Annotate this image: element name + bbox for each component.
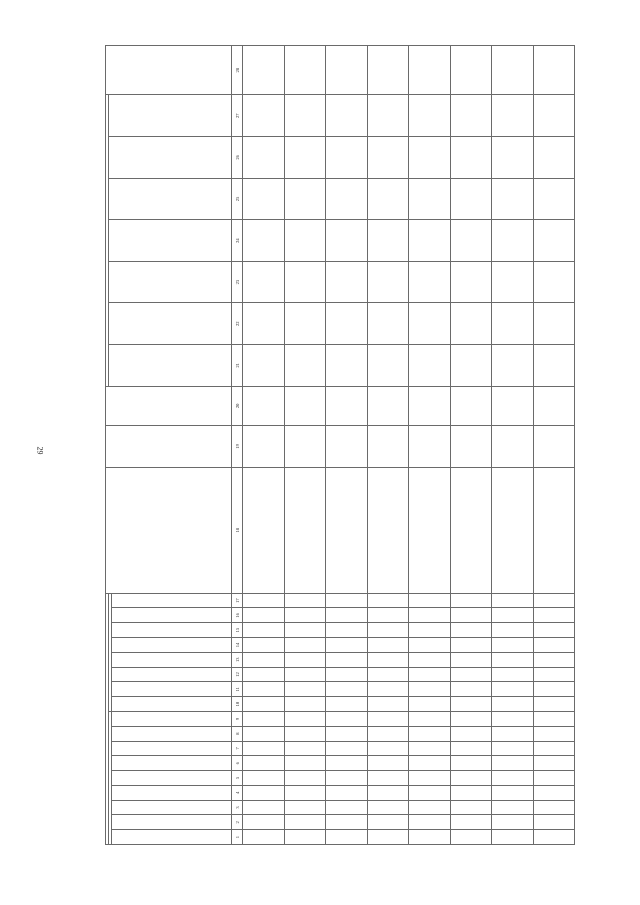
year-value-cell <box>367 303 409 345</box>
code-cell <box>533 667 575 682</box>
code-cell <box>492 711 534 726</box>
code-cell <box>243 741 285 756</box>
unit-cell <box>492 426 534 468</box>
unit-cell <box>367 426 409 468</box>
code-cell <box>450 638 492 653</box>
year-value-cell <box>450 261 492 303</box>
code-cell <box>243 785 285 800</box>
code-cell <box>409 785 451 800</box>
code-cell <box>243 623 285 638</box>
column-number: 13 <box>232 652 243 667</box>
code-cell <box>450 667 492 682</box>
column-number: 9 <box>232 711 243 726</box>
column-number: 27 <box>232 95 243 137</box>
year-value-cell <box>492 220 534 262</box>
year-value-cell <box>409 220 451 262</box>
column-number: 7 <box>232 741 243 756</box>
code-cell <box>284 830 326 845</box>
code-cell <box>492 652 534 667</box>
code-cell <box>326 830 368 845</box>
unit-cell <box>450 426 492 468</box>
table-row <box>533 46 575 845</box>
code-cell <box>367 682 409 697</box>
code-cell <box>492 667 534 682</box>
code-cell <box>409 741 451 756</box>
code-cell <box>243 726 285 741</box>
header-name <box>106 467 232 593</box>
code-cell <box>450 593 492 608</box>
column-number: 22 <box>232 303 243 345</box>
sub-header <box>112 756 232 771</box>
code-cell <box>284 608 326 623</box>
year-value-cell <box>492 178 534 220</box>
header-year <box>109 137 232 179</box>
code-cell <box>284 771 326 786</box>
year-value-cell <box>367 137 409 179</box>
column-number: 5 <box>232 771 243 786</box>
code-cell <box>367 771 409 786</box>
year-value-cell <box>284 303 326 345</box>
sub-header <box>112 830 232 845</box>
year-value-cell <box>326 178 368 220</box>
header-year <box>109 261 232 303</box>
responsible-cell <box>492 46 534 95</box>
code-cell <box>409 593 451 608</box>
code-cell <box>284 667 326 682</box>
code-cell <box>367 800 409 815</box>
code-cell <box>243 652 285 667</box>
year-value-cell <box>492 95 534 137</box>
code-cell <box>284 815 326 830</box>
code-cell <box>409 682 451 697</box>
code-cell <box>326 593 368 608</box>
code-cell <box>243 815 285 830</box>
sub-header <box>112 726 232 741</box>
base-value-cell <box>326 386 368 425</box>
base-value-cell <box>450 386 492 425</box>
column-number-row <box>232 46 243 845</box>
code-cell <box>243 830 285 845</box>
code-cell <box>326 771 368 786</box>
table-row <box>409 46 451 845</box>
code-cell <box>409 697 451 712</box>
column-number: 11 <box>232 682 243 697</box>
column-number: 12 <box>232 667 243 682</box>
code-cell <box>367 756 409 771</box>
year-value-cell <box>409 178 451 220</box>
code-cell <box>409 726 451 741</box>
code-cell <box>533 652 575 667</box>
code-cell <box>243 756 285 771</box>
column-number: 21 <box>232 345 243 387</box>
code-cell <box>326 697 368 712</box>
year-value-cell <box>450 178 492 220</box>
sub-header <box>112 741 232 756</box>
sub-header <box>112 623 232 638</box>
program-indicators-table <box>105 45 575 845</box>
responsible-cell <box>284 46 326 95</box>
code-cell <box>367 623 409 638</box>
indicator-name-cell <box>243 467 285 593</box>
code-cell <box>533 815 575 830</box>
code-cell <box>492 830 534 845</box>
year-value-cell <box>326 220 368 262</box>
year-value-cell <box>450 95 492 137</box>
column-number: 20 <box>232 386 243 425</box>
code-cell <box>533 800 575 815</box>
code-cell <box>243 608 285 623</box>
code-cell <box>326 652 368 667</box>
responsible-cell <box>326 46 368 95</box>
code-cell <box>243 800 285 815</box>
sub-header <box>112 771 232 786</box>
code-cell <box>284 682 326 697</box>
sub-header <box>112 593 232 608</box>
code-cell <box>367 697 409 712</box>
code-cell <box>243 697 285 712</box>
code-cell <box>326 711 368 726</box>
year-value-cell <box>533 303 575 345</box>
code-cell <box>450 682 492 697</box>
code-cell <box>284 726 326 741</box>
year-value-cell <box>243 178 285 220</box>
year-value-cell <box>243 303 285 345</box>
code-cell <box>284 756 326 771</box>
year-value-cell <box>450 220 492 262</box>
code-cell <box>284 741 326 756</box>
code-cell <box>533 623 575 638</box>
code-cell <box>450 623 492 638</box>
year-value-cell <box>367 345 409 387</box>
code-cell <box>367 711 409 726</box>
code-cell <box>492 756 534 771</box>
code-cell <box>243 638 285 653</box>
code-cell <box>533 593 575 608</box>
base-value-cell <box>284 386 326 425</box>
column-number: 16 <box>232 608 243 623</box>
header-year <box>109 178 232 220</box>
base-value-cell <box>533 386 575 425</box>
code-cell <box>284 785 326 800</box>
unit-cell <box>284 426 326 468</box>
code-cell <box>533 830 575 845</box>
code-cell <box>450 771 492 786</box>
table-row <box>450 46 492 845</box>
code-cell <box>409 756 451 771</box>
header-unit <box>106 426 232 468</box>
column-number: 17 <box>232 593 243 608</box>
year-value-cell <box>450 303 492 345</box>
code-cell <box>409 771 451 786</box>
code-cell <box>492 726 534 741</box>
code-cell <box>533 741 575 756</box>
code-cell <box>243 593 285 608</box>
unit-cell <box>409 426 451 468</box>
header-year <box>109 220 232 262</box>
code-cell <box>367 667 409 682</box>
indicator-name-cell <box>326 467 368 593</box>
code-cell <box>409 638 451 653</box>
code-cell <box>450 756 492 771</box>
code-cell <box>243 682 285 697</box>
code-cell <box>326 815 368 830</box>
column-number: 25 <box>232 178 243 220</box>
code-cell <box>284 623 326 638</box>
unit-cell <box>243 426 285 468</box>
code-cell <box>492 815 534 830</box>
code-cell <box>284 697 326 712</box>
column-number: 2 <box>232 815 243 830</box>
code-cell <box>450 830 492 845</box>
code-cell <box>492 741 534 756</box>
responsible-cell <box>409 46 451 95</box>
year-value-cell <box>367 220 409 262</box>
code-cell <box>409 815 451 830</box>
code-cell <box>533 756 575 771</box>
code-cell <box>533 711 575 726</box>
base-value-cell <box>367 386 409 425</box>
code-cell <box>284 638 326 653</box>
year-value-cell <box>243 261 285 303</box>
column-number: 18 <box>232 467 243 593</box>
code-cell <box>326 726 368 741</box>
code-cell <box>284 800 326 815</box>
base-value-cell <box>243 386 285 425</box>
code-cell <box>533 638 575 653</box>
code-cell <box>326 756 368 771</box>
code-cell <box>409 667 451 682</box>
code-cell <box>450 652 492 667</box>
year-value-cell <box>326 303 368 345</box>
code-cell <box>533 785 575 800</box>
indicator-name-cell <box>450 467 492 593</box>
year-value-cell <box>409 303 451 345</box>
code-cell <box>326 638 368 653</box>
year-value-cell <box>533 261 575 303</box>
rotated-table-container <box>105 45 575 845</box>
base-value-cell <box>492 386 534 425</box>
unit-cell <box>326 426 368 468</box>
code-cell <box>450 800 492 815</box>
sub-header <box>112 608 232 623</box>
code-cell <box>326 785 368 800</box>
column-number: 1 <box>232 830 243 845</box>
indicator-name-cell <box>284 467 326 593</box>
code-cell <box>533 608 575 623</box>
year-value-cell <box>284 261 326 303</box>
table-row <box>367 46 409 845</box>
code-cell <box>284 593 326 608</box>
header-base <box>106 386 232 425</box>
year-value-cell <box>284 220 326 262</box>
column-number: 26 <box>232 137 243 179</box>
code-cell <box>326 800 368 815</box>
sub-header <box>112 800 232 815</box>
code-cell <box>409 623 451 638</box>
year-value-cell <box>367 178 409 220</box>
code-cell <box>326 741 368 756</box>
code-cell <box>450 726 492 741</box>
indicator-name-cell <box>492 467 534 593</box>
code-cell <box>367 830 409 845</box>
year-value-cell <box>284 95 326 137</box>
code-cell <box>409 830 451 845</box>
year-value-cell <box>492 303 534 345</box>
responsible-cell <box>450 46 492 95</box>
code-cell <box>409 608 451 623</box>
year-value-cell <box>533 220 575 262</box>
header-year <box>109 303 232 345</box>
header-responsible <box>106 46 232 95</box>
code-cell <box>533 682 575 697</box>
code-cell <box>450 697 492 712</box>
code-cell <box>492 682 534 697</box>
code-cell <box>492 800 534 815</box>
year-value-cell <box>326 345 368 387</box>
code-cell <box>492 785 534 800</box>
table-row <box>284 46 326 845</box>
code-cell <box>367 785 409 800</box>
code-cell <box>367 815 409 830</box>
year-value-cell <box>450 137 492 179</box>
sub-header <box>112 682 232 697</box>
indicator-name-cell <box>409 467 451 593</box>
sub-header <box>112 697 232 712</box>
year-value-cell <box>492 261 534 303</box>
year-value-cell <box>409 95 451 137</box>
code-cell <box>409 652 451 667</box>
code-cell <box>533 697 575 712</box>
code-cell <box>284 652 326 667</box>
year-value-cell <box>367 95 409 137</box>
indicator-name-cell <box>533 467 575 593</box>
sub-header <box>112 815 232 830</box>
code-cell <box>367 652 409 667</box>
sub-header <box>112 667 232 682</box>
sub-header <box>112 785 232 800</box>
year-value-cell <box>243 137 285 179</box>
column-number: 3 <box>232 800 243 815</box>
header-year <box>109 95 232 137</box>
code-cell <box>409 800 451 815</box>
sub-header <box>112 638 232 653</box>
code-cell <box>284 711 326 726</box>
indicator-name-cell <box>367 467 409 593</box>
code-cell <box>367 593 409 608</box>
code-cell <box>492 638 534 653</box>
sub-header <box>112 711 232 726</box>
year-value-cell <box>492 137 534 179</box>
table-row <box>492 46 534 845</box>
column-number: 6 <box>232 756 243 771</box>
year-value-cell <box>533 178 575 220</box>
code-cell <box>409 711 451 726</box>
code-cell <box>533 726 575 741</box>
table-row <box>326 46 368 845</box>
code-cell <box>450 711 492 726</box>
code-cell <box>243 771 285 786</box>
page-number: 29 <box>35 446 45 455</box>
responsible-cell <box>367 46 409 95</box>
code-cell <box>326 623 368 638</box>
code-cell <box>367 608 409 623</box>
column-number: 28 <box>232 46 243 95</box>
code-cell <box>492 623 534 638</box>
column-number: 23 <box>232 261 243 303</box>
column-number: 10 <box>232 697 243 712</box>
year-value-cell <box>409 261 451 303</box>
code-cell <box>367 741 409 756</box>
code-cell <box>367 726 409 741</box>
code-cell <box>450 608 492 623</box>
responsible-cell <box>533 46 575 95</box>
year-value-cell <box>284 137 326 179</box>
code-cell <box>243 711 285 726</box>
code-cell <box>492 697 534 712</box>
column-number: 4 <box>232 785 243 800</box>
year-value-cell <box>492 345 534 387</box>
table-row <box>243 46 285 845</box>
code-cell <box>492 771 534 786</box>
year-value-cell <box>409 345 451 387</box>
code-cell <box>367 638 409 653</box>
code-cell <box>450 815 492 830</box>
year-value-cell <box>450 345 492 387</box>
column-number: 24 <box>232 220 243 262</box>
code-cell <box>326 608 368 623</box>
year-value-cell <box>243 345 285 387</box>
year-value-cell <box>284 345 326 387</box>
year-value-cell <box>533 137 575 179</box>
base-value-cell <box>409 386 451 425</box>
year-value-cell <box>326 95 368 137</box>
column-number: 15 <box>232 623 243 638</box>
year-value-cell <box>243 95 285 137</box>
column-number: 8 <box>232 726 243 741</box>
year-value-cell <box>367 261 409 303</box>
year-value-cell <box>326 137 368 179</box>
code-cell <box>326 667 368 682</box>
responsible-cell <box>243 46 285 95</box>
code-cell <box>492 593 534 608</box>
year-value-cell <box>284 178 326 220</box>
sub-header <box>112 652 232 667</box>
code-cell <box>492 608 534 623</box>
code-cell <box>243 667 285 682</box>
header-year <box>109 345 232 387</box>
unit-cell <box>533 426 575 468</box>
year-value-cell <box>409 137 451 179</box>
code-cell <box>450 785 492 800</box>
column-number: 19 <box>232 426 243 468</box>
code-cell <box>450 741 492 756</box>
year-value-cell <box>533 95 575 137</box>
code-cell <box>533 771 575 786</box>
code-cell <box>326 682 368 697</box>
year-value-cell <box>243 220 285 262</box>
year-value-cell <box>326 261 368 303</box>
column-number: 14 <box>232 638 243 653</box>
year-value-cell <box>533 345 575 387</box>
